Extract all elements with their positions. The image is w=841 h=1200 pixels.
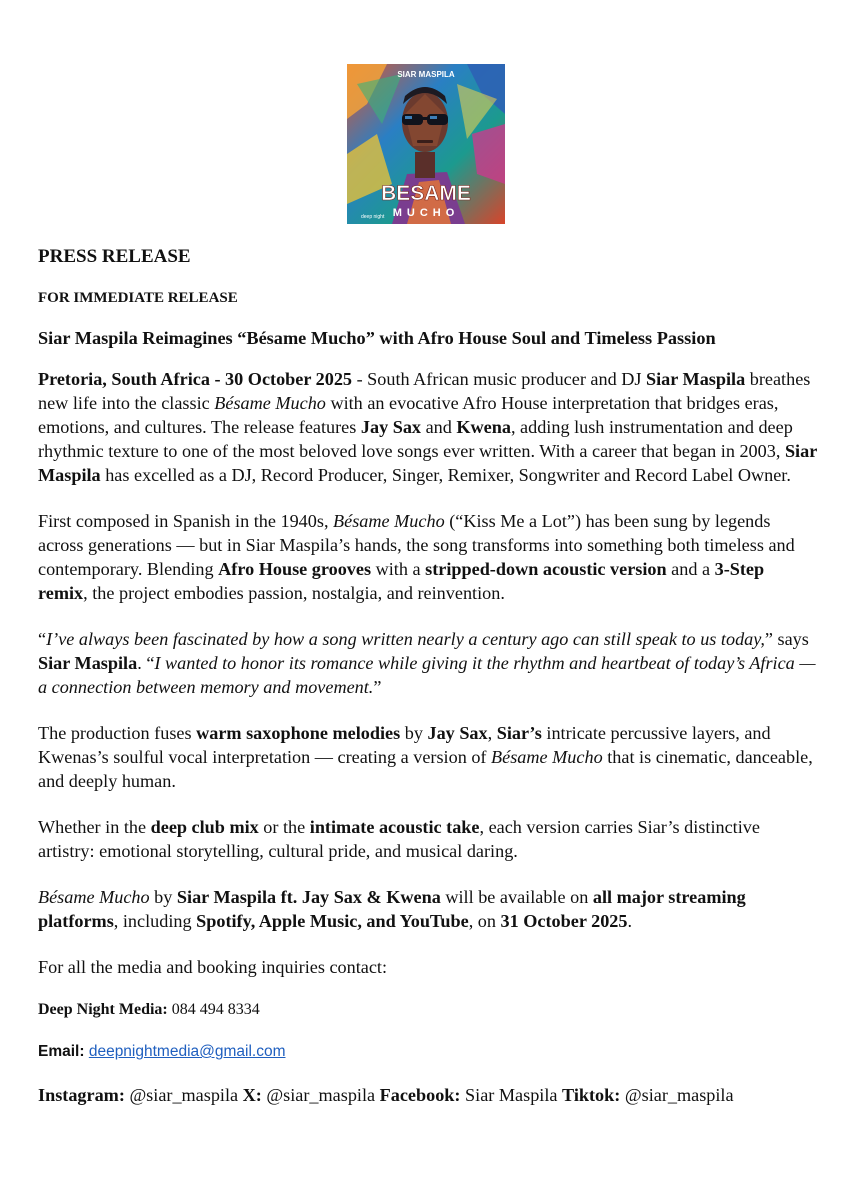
text-run: that is cinematic, danceable, and deeply human. <box>38 747 813 791</box>
text-run: , <box>487 723 497 743</box>
tiktok-handle: @siar_maspila <box>620 1085 734 1105</box>
text-run: - South African music producer and DJ <box>352 369 646 389</box>
quote-mark: “ <box>38 629 47 649</box>
album-cover <box>347 64 505 224</box>
bold-phrase: Siar’s <box>496 723 542 743</box>
facebook-label: Facebook: <box>379 1085 461 1105</box>
press-release-body <box>38 246 818 1106</box>
text-run: , adding lush instrumentation and deep rhythmic texture to one of the most beloved love songs ever written. With a career that began in 2003, <box>38 417 793 461</box>
release-date: 31 October 2025 <box>500 911 628 931</box>
text-run: will be available on <box>440 887 593 907</box>
media-contact <box>38 1001 818 1019</box>
instagram-handle: @siar_maspila <box>124 1085 243 1105</box>
text-run: ” says <box>764 629 809 649</box>
bold-phrase: stripped-down acoustic version <box>425 559 667 579</box>
bold-phrase: Siar Maspila ft. Jay Sax & Kwena <box>176 887 441 907</box>
text-run: or the <box>258 817 310 837</box>
song-title: Bésame Mucho <box>38 887 150 907</box>
bold-phrase: deep club mix <box>150 817 259 837</box>
song-title: Bésame Mucho <box>491 747 603 767</box>
cover-title-line1: BESAME <box>381 182 471 205</box>
song-title: Bésame Mucho <box>333 511 445 531</box>
text-run: and <box>421 417 457 437</box>
bold-phrase: all major streaming platforms <box>38 887 746 931</box>
quote-text: I’ve always been fascinated by how a song written nearly a century ago can still speak to us today, <box>46 629 765 649</box>
cover-label-text: deep night <box>361 214 385 220</box>
instagram-label: Instagram: <box>38 1085 125 1105</box>
headline: Siar Maspila Reimagines “Bésame Mucho” with Afro House Soul and Timeless Passion <box>38 328 716 348</box>
quote-text: I wanted to honor its romance while giving it the rhythm and heartbeat of today’s Africa — a connection between memory and movement. <box>38 653 816 697</box>
bold-phrase: Jay Sax <box>427 723 488 743</box>
text-run: Whether in the <box>38 817 151 837</box>
text-run: . “ <box>137 653 155 673</box>
text-run: . <box>627 911 633 931</box>
featured-artist: Kwena <box>456 417 511 437</box>
facebook-handle: Siar Maspila <box>460 1085 563 1105</box>
media-phone: 084 494 8334 <box>167 1001 260 1018</box>
immediate-release-line: FOR IMMEDIATE RELEASE <box>38 290 238 306</box>
text-run: intricate percussive layers, and Kwenas’s soulful vocal interpretation — creating a version of <box>38 723 771 767</box>
bold-phrase: Spotify, Apple Music, and YouTube <box>196 911 469 931</box>
x-handle: @siar_maspila <box>261 1085 380 1105</box>
text-run: (“Kiss Me a Lot”) has been sung by legends across generations — but in Siar Maspila’s hands, the song transforms into something both timeless and contemporary. Blending <box>38 511 795 579</box>
text-run: , each version carries Siar’s distinctive artistry: emotional storytelling, cultural pride, and musical daring. <box>38 817 760 861</box>
text-run: The production fuses <box>38 723 197 743</box>
dateline: Pretoria, South Africa - 30 October 2025 <box>38 369 353 389</box>
featured-artist: Jay Sax <box>360 417 422 437</box>
artist-name: Siar Maspila <box>38 653 138 673</box>
email-label: Email: <box>38 1043 85 1060</box>
text-run: with a <box>371 559 426 579</box>
x-label: X: <box>242 1085 262 1105</box>
cover-title-line2: MUCHO <box>392 207 460 219</box>
text-run: has excelled as a DJ, Record Producer, Singer, Remixer, Songwriter and Record Label Owner. <box>100 465 791 485</box>
email-link[interactable]: deepnightmedia@gmail.com <box>88 1043 286 1060</box>
text-run: , the project embodies passion, nostalgia, and reinvention. <box>83 583 505 603</box>
text-run: with an evocative Afro House interpretation that bridges eras, emotions, and cultures. The release features <box>38 393 779 437</box>
bold-phrase: 3-Step remix <box>38 559 765 603</box>
artist-name: Siar Maspila <box>646 369 746 389</box>
paragraph-versions <box>38 815 818 863</box>
paragraph-history <box>38 509 818 605</box>
song-title: Bésame Mucho <box>214 393 326 413</box>
text-run: breathes new life into the classic <box>38 369 811 413</box>
text-run: , on <box>468 911 501 931</box>
quote-mark: ” <box>373 677 382 697</box>
paragraph-availability <box>38 885 818 933</box>
social-links <box>38 1085 818 1106</box>
text-run: by <box>149 887 177 907</box>
text-run: , including <box>113 911 197 931</box>
artist-name: Siar Maspila <box>38 441 817 485</box>
tiktok-label: Tiktok: <box>562 1085 621 1105</box>
cover-artist-text: SIAR MASPILA <box>397 70 455 79</box>
text-run: by <box>400 723 428 743</box>
album-cover-art <box>347 64 505 224</box>
press-release-title: PRESS RELEASE <box>38 246 191 267</box>
email-contact <box>38 1043 818 1061</box>
paragraph-quote <box>38 627 818 699</box>
text-run: and a <box>666 559 715 579</box>
bold-phrase: Afro House grooves <box>218 559 372 579</box>
text-run: First composed in Spanish in the 1940s, <box>38 511 334 531</box>
paragraph-production <box>38 721 818 793</box>
paragraph-intro <box>38 367 818 487</box>
bold-phrase: warm saxophone melodies <box>196 723 401 743</box>
bold-phrase: intimate acoustic take <box>309 817 480 837</box>
inquiries-line: For all the media and booking inquiries contact: <box>38 957 388 977</box>
media-label: Deep Night Media: <box>38 1001 168 1018</box>
